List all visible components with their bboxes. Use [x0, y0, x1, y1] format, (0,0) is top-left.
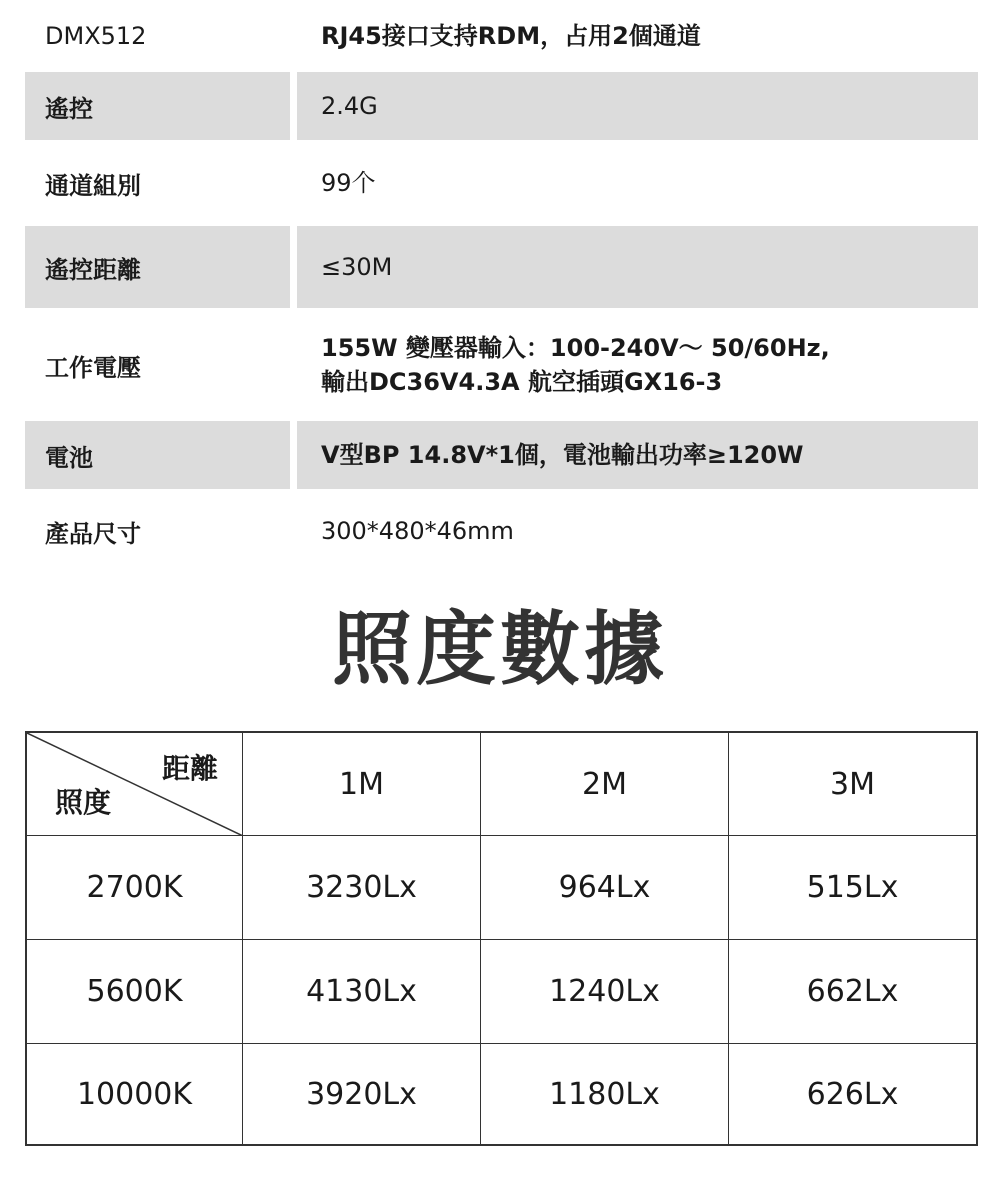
spec-row-voltage: [25, 312, 978, 418]
spec-value-line: 輸出DC36V4.3A 航空插頭GX16-3: [321, 368, 723, 396]
corner-distance-label: 距離: [161, 752, 218, 785]
spec-value: [297, 312, 978, 418]
spec-value: [297, 144, 978, 222]
table-cell: 1240Lx: [481, 940, 729, 1043]
table-cell: 626Lx: [806, 1076, 899, 1112]
table-cell: 964Lx: [481, 836, 729, 939]
spec-label: 通道組別: [45, 171, 141, 200]
row-header: 2700K: [27, 836, 243, 939]
spec-value: [297, 0, 978, 72]
spec-value-line: 99个: [321, 169, 376, 197]
spec-value: [297, 72, 978, 140]
column-header: 2M: [481, 733, 729, 835]
spec-row-dmx: [25, 0, 978, 72]
header-row: [27, 733, 976, 836]
spec-row-remote-distance: [25, 226, 978, 308]
spec-value: [297, 421, 978, 489]
spec-value-line: RJ45接口支持RDM，占用2個通道: [321, 22, 701, 50]
table-row: [27, 1044, 976, 1144]
spec-row-battery: [25, 421, 978, 489]
table-row: [27, 836, 976, 940]
spec-value-line: V型BP 14.8V*1個，電池輸出功率≥120W: [321, 441, 804, 469]
spec-value-line: ≤30M: [321, 253, 393, 281]
spec-label: 產品尺寸: [45, 519, 141, 548]
spec-value: [297, 226, 978, 308]
table-cell: 3230Lx: [243, 836, 481, 939]
spec-value-line: 300*480*46mm: [321, 517, 514, 545]
spec-label: DMX512: [45, 22, 147, 50]
column-header: 3M: [830, 766, 875, 802]
section-heading: 照度數據: [332, 603, 668, 696]
column-header: 1M: [243, 733, 481, 835]
spec-value-line: 155W 變壓器輸入：100-240V～ 50/60Hz,: [321, 334, 830, 362]
corner-cell: [27, 733, 243, 835]
row-header: 10000K: [27, 1044, 243, 1144]
row-header: 5600K: [27, 940, 243, 1043]
spec-label: 工作電壓: [45, 353, 141, 382]
spec-row-channels: [25, 144, 978, 222]
spec-row-remote: [25, 72, 978, 140]
table-row: [27, 940, 976, 1044]
spec-label: 遙控: [25, 72, 290, 140]
spec-value: [297, 492, 978, 570]
spec-value-line: 2.4G: [321, 92, 378, 120]
spec-row-size: [25, 492, 978, 570]
spec-label: 電池: [25, 421, 290, 489]
table-cell: 4130Lx: [243, 940, 481, 1043]
corner-illuminance-label: 照度: [55, 786, 112, 819]
table-cell: 1180Lx: [481, 1044, 729, 1144]
spec-label: 遙控距離: [25, 226, 290, 308]
table-cell: 515Lx: [806, 870, 899, 905]
illuminance-table: [25, 731, 978, 1146]
table-cell: 662Lx: [806, 974, 899, 1009]
table-cell: 3920Lx: [243, 1044, 481, 1144]
